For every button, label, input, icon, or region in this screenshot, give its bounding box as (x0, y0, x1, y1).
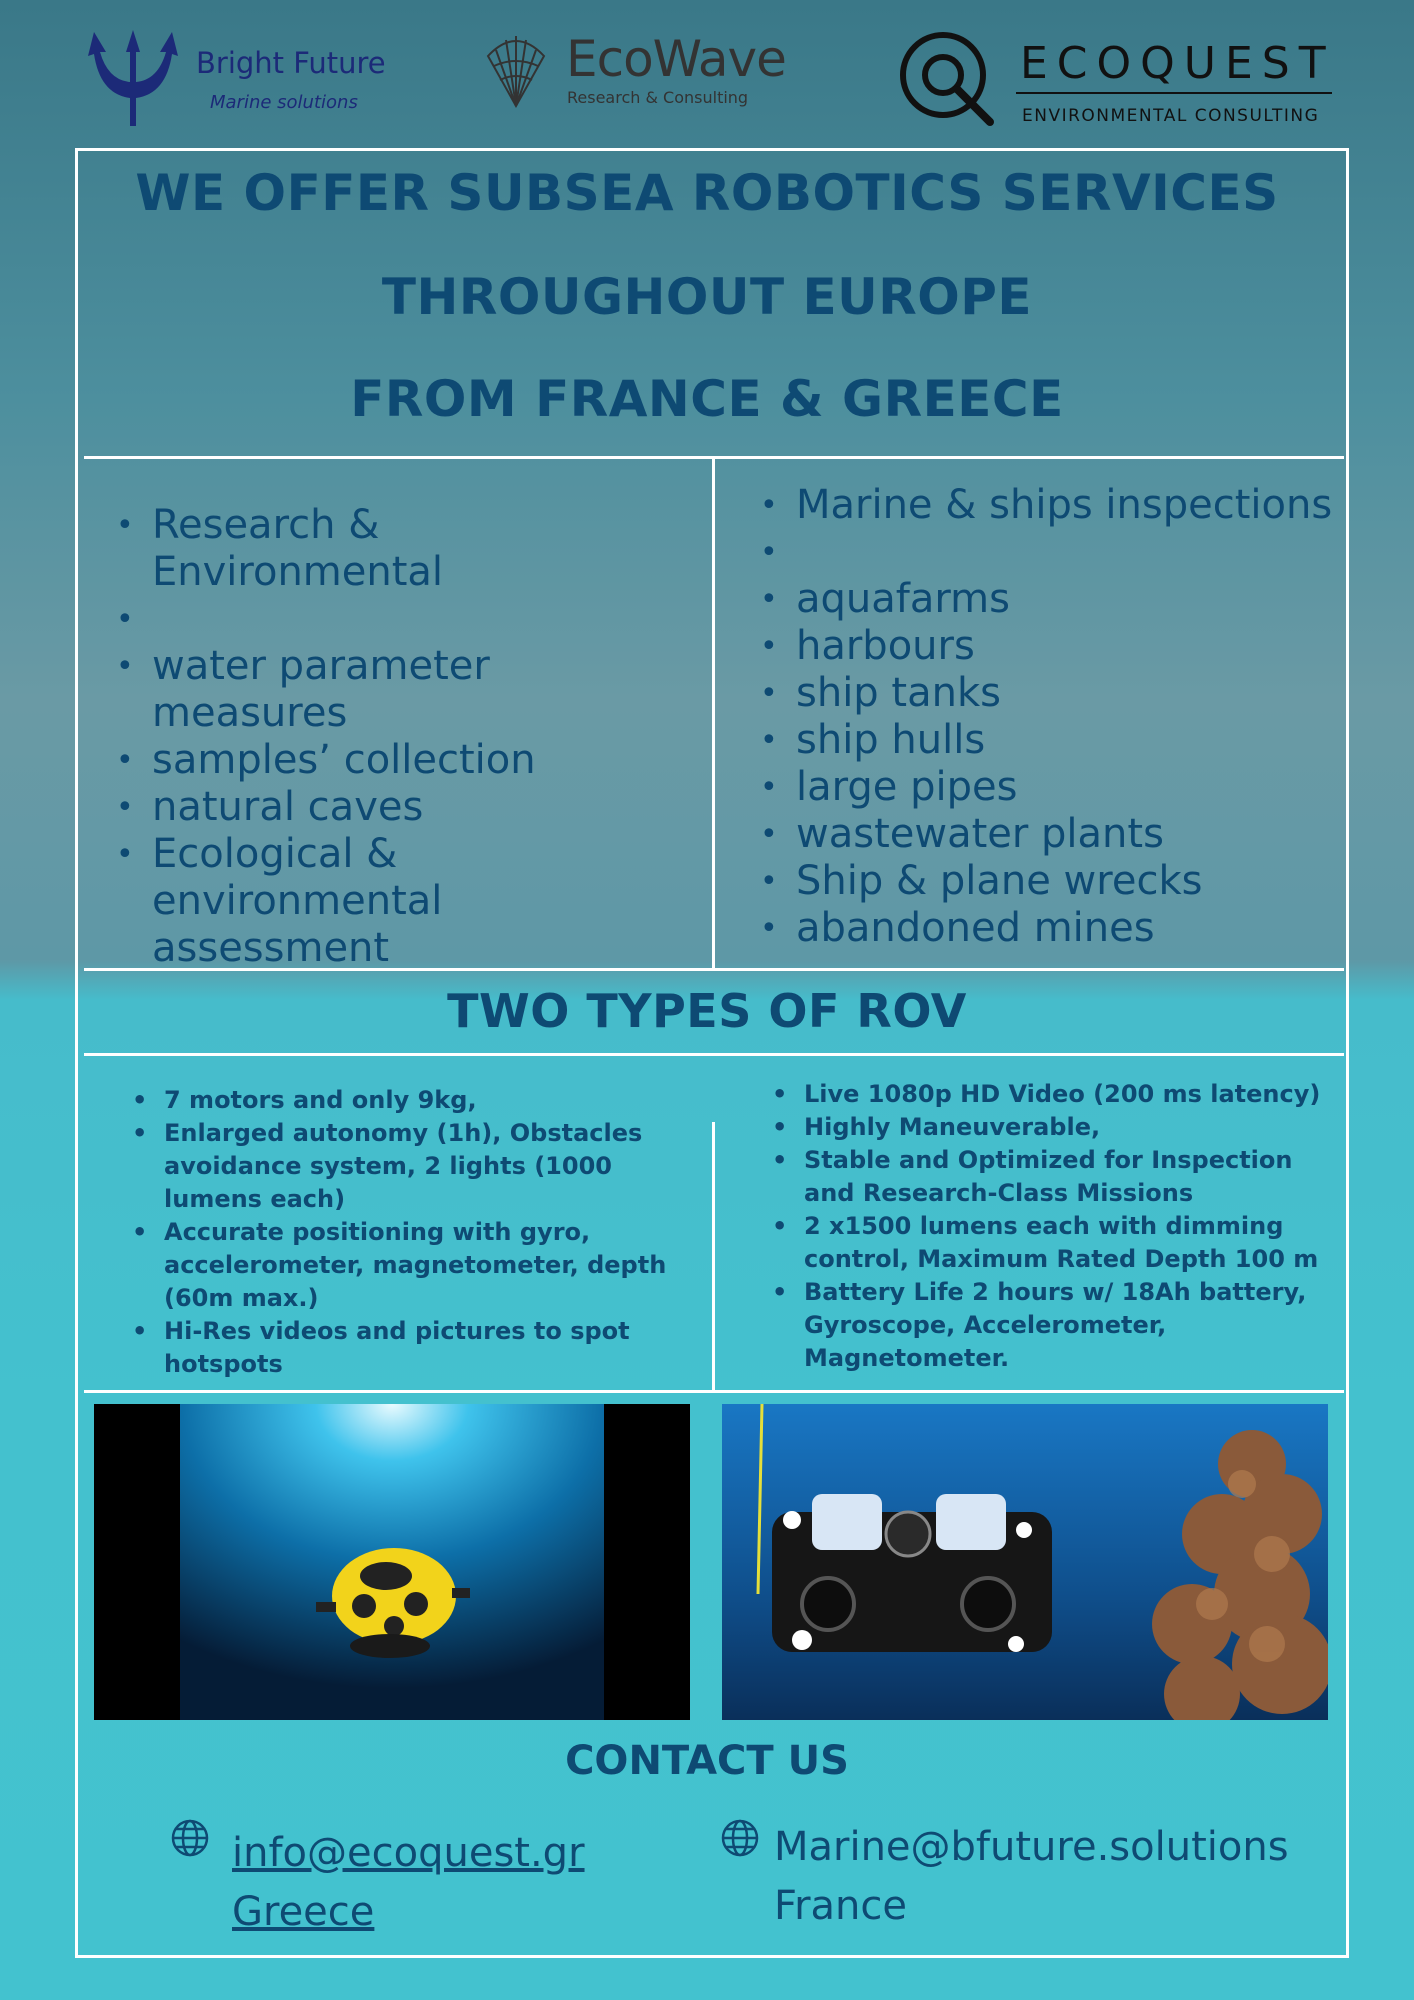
services-left-list (116, 502, 676, 972)
list-item: • wastewater plants (760, 811, 1340, 858)
list-item: • Battery Life 2 hours w/ 18Ah battery, Gyroscope, Accelerometer, Magnetometer. (772, 1276, 1332, 1375)
list-item: • large pipes (760, 764, 1340, 811)
france-label: France (774, 1883, 908, 1929)
bright-future-logo (78, 22, 386, 132)
list-item: • ship tanks (760, 670, 1340, 717)
list-item: • Highly Maneuverable, (772, 1111, 1332, 1144)
contact-france (774, 1818, 1289, 1936)
ecowave-logo (476, 22, 796, 132)
contact-title: CONTACT US (565, 1738, 849, 1784)
rov-left-specs (132, 1084, 672, 1381)
trident-icon (78, 22, 188, 132)
yellow-rov-underwater-photo (94, 1404, 690, 1720)
services-right-list (760, 482, 1340, 952)
rov-right-specs (772, 1078, 1332, 1375)
ecoquest-name: ECOQUEST (1020, 38, 1335, 89)
rov-section-title: TWO TYPES OF ROV (447, 984, 967, 1038)
list-item (760, 529, 1340, 576)
headline-line-1: WE OFFER SUBSEA ROBOTICS SERVICES (135, 164, 1279, 222)
list-item: • Research & Environmental (116, 502, 676, 596)
globe-icon (170, 1818, 210, 1858)
ecowave-tagline: Research & Consulting (567, 88, 749, 107)
greece-label-link[interactable]: Greece (232, 1889, 375, 1935)
contact-greece (232, 1824, 585, 1942)
headline-line-2: THROUGHOUT EUROPE (381, 268, 1033, 326)
list-item: • Accurate positioning with gyro, accelerometer, magnetometer, depth (60m max.) (132, 1216, 672, 1315)
ecoquest-divider (1016, 92, 1332, 94)
list-item: • Ecological & environmental assessment (116, 831, 676, 972)
shell-icon (476, 26, 556, 112)
list-item: • ship hulls (760, 717, 1340, 764)
list-item: • aquafarms (760, 576, 1340, 623)
list-item: • Enlarged autonomy (1h), Obstacles avoidance system, 2 lights (1000 lumens each) (132, 1117, 672, 1216)
list-item: • abandoned mines (760, 905, 1340, 952)
list-item: • Ship & plane wrecks (760, 858, 1340, 905)
divider-rov-column (712, 1122, 715, 1390)
headline-line-3: FROM FRANCE & GREECE (350, 370, 1064, 428)
globe-icon (720, 1818, 760, 1858)
list-item (116, 596, 676, 643)
list-item: • 7 motors and only 9kg, (132, 1084, 672, 1117)
list-item: • samples’ collection (116, 737, 676, 784)
greece-email-link[interactable]: info@ecoquest.gr (232, 1830, 585, 1876)
ecowave-name: EcoWave (566, 30, 786, 88)
ecoquest-logo (898, 22, 1338, 132)
magnifier-icon (898, 30, 998, 130)
divider-rov-title (84, 1053, 1344, 1056)
list-item: • natural caves (116, 784, 676, 831)
list-item: • Stable and Optimized for Inspection and Research-Class Missions (772, 1144, 1332, 1210)
ecoquest-tagline: ENVIRONMENTAL CONSULTING (1022, 106, 1320, 126)
list-item: • harbours (760, 623, 1340, 670)
list-item: • 2 x1500 lumens each with dimming control, Maximum Rated Depth 100 m (772, 1210, 1332, 1276)
black-rov-coral-photo (722, 1404, 1328, 1720)
divider-services-column (712, 459, 715, 968)
list-item: • Marine & ships inspections (760, 482, 1340, 529)
bright-future-tagline: Marine solutions (210, 92, 358, 113)
bright-future-name: Bright Future (196, 46, 386, 80)
list-item: • Hi-Res videos and pictures to spot hotspots (132, 1315, 672, 1381)
logo-bar (0, 0, 1414, 145)
list-item: • Live 1080p HD Video (200 ms latency) (772, 1078, 1332, 1111)
france-email[interactable]: Marine@bfuture.solutions (774, 1824, 1289, 1870)
list-item: • water parameter measures (116, 643, 676, 737)
divider-rov-specs (84, 1390, 1344, 1393)
